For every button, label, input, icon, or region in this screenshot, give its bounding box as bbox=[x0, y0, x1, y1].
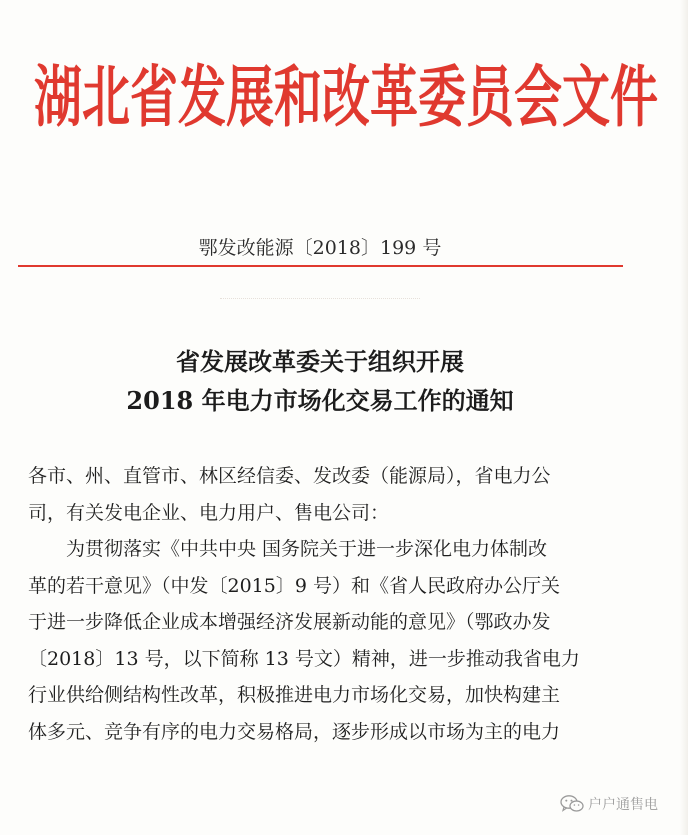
notice-title-line-1: 省发展改革委关于组织开展 bbox=[176, 347, 464, 376]
faint-stamp-mark bbox=[220, 298, 420, 309]
body-line-4: 革的若干意见》（中发〔2015〕9 号）和《省人民政府办公厅关 bbox=[28, 574, 560, 597]
body-line-6: 〔2018〕13 号，以下简称 13 号文）精神，进一步推动我省电力 bbox=[28, 647, 580, 670]
body-line-5: 于进一步降低企业成本增强经济发展新动能的意见》（鄂政办发 bbox=[28, 611, 551, 633]
issuer-title: 湖北省发展和改革委员会文件 bbox=[34, 59, 659, 137]
wechat-watermark bbox=[560, 792, 658, 816]
notice-title-line-2: 2018 年电力市场化交易工作的通知 bbox=[126, 386, 514, 415]
red-divider-rule bbox=[18, 265, 623, 267]
wechat-icon bbox=[560, 795, 584, 813]
body-line-2: 司，有关发电企业、电力用户、售电公司： bbox=[28, 501, 390, 524]
body-line-1: 各市、州、直管市、林区经信委、发改委（能源局），省电力公 bbox=[28, 465, 551, 487]
document-number: 鄂发改能源〔2018〕199 号 bbox=[198, 237, 442, 259]
body-line-7: 行业供给侧结构性改革，积极推进电力市场化交易，加快构建主 bbox=[28, 684, 561, 706]
body-line-8: 体多元、竞争有序的电力交易格局，逐步形成以市场为主的电力 bbox=[28, 720, 561, 743]
watermark-text: 户户通售电 bbox=[588, 797, 658, 813]
page-edge-shadow bbox=[680, 0, 688, 835]
notice-body bbox=[28, 458, 648, 750]
body-line-3: 为贯彻落实《中共中央 国务院关于进一步深化电力体制改 bbox=[66, 538, 548, 560]
